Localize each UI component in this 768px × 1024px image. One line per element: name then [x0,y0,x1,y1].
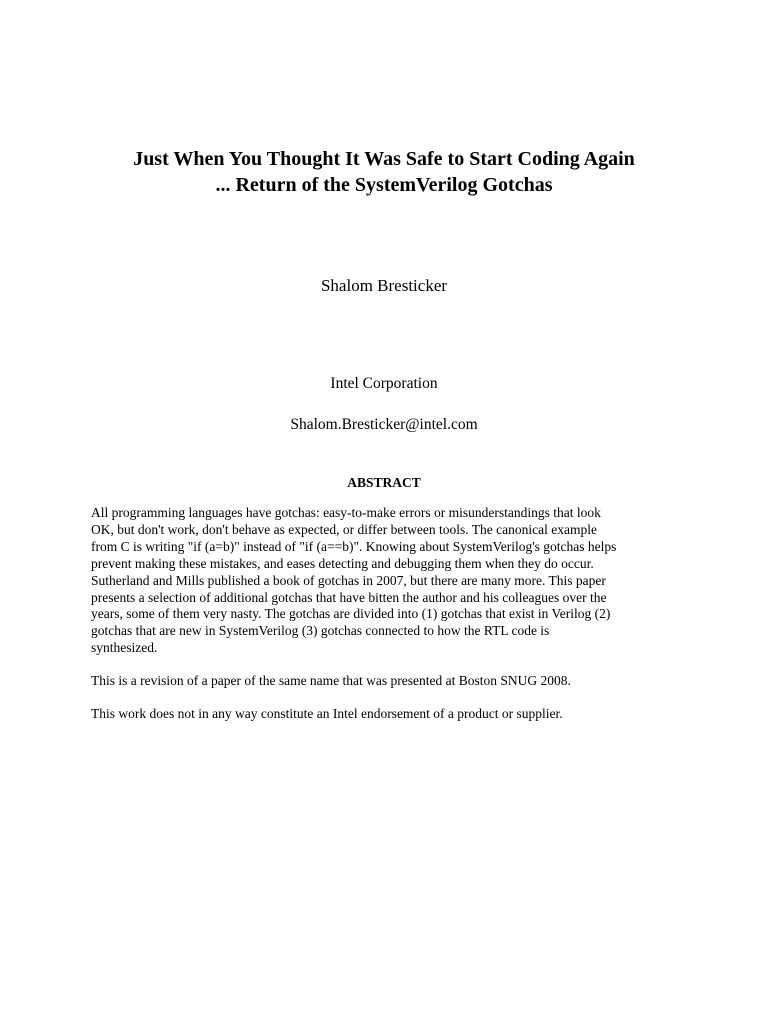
author-name: Shalom Bresticker [320,276,448,295]
abstract-line: Sutherland and Mills published a book of gotchas in 2007, but there are many more. This paper [91,572,606,588]
abstract-line: prevent making these mistakes, and eases detecting and debugging them when they do occur. [91,555,594,571]
paper-title [0,146,768,198]
abstract-line: from C is writing "if (a=b)" instead of "if (a==b)". Knowing about SystemVerilog's gotchas helps [91,538,617,554]
abstract-paragraph-3: This work does not in any way constitute an Intel endorsement of a product or supplier. [91,706,563,722]
abstract-paragraph-1 [91,505,691,657]
author-affiliation: Intel Corporation [330,375,438,392]
abstract-body [91,505,691,739]
abstract-line: gotchas that are new in SystemVerilog (3) gotchas connected to how the RTL code is [91,623,550,639]
abstract-line: synthesized. [91,640,158,656]
author-email: Shalom.Bresticker@intel.com [290,416,478,433]
abstract-line: All programming languages have gotchas: easy-to-make errors or misunderstandings that look [91,505,601,520]
abstract-line: presents a selection of additional gotchas that have bitten the author and his colleagues over the [91,589,607,605]
abstract-heading: ABSTRACT [347,475,421,490]
paper-title-line-2: ... Return of the SystemVerilog Gotchas [215,174,553,196]
paper-title-line-1: Just When You Thought It Was Safe to Start Coding Again [133,148,635,170]
abstract-line: years, some of them very nasty. The gotchas are divided into (1) gotchas that exist in Verilog (2) [91,606,611,622]
abstract-line: OK, but don't work, don't behave as expected, or differ between tools. The canonical example [91,521,597,537]
abstract-paragraph-2: This is a revision of a paper of the same name that was presented at Boston SNUG 2008. [91,673,571,689]
